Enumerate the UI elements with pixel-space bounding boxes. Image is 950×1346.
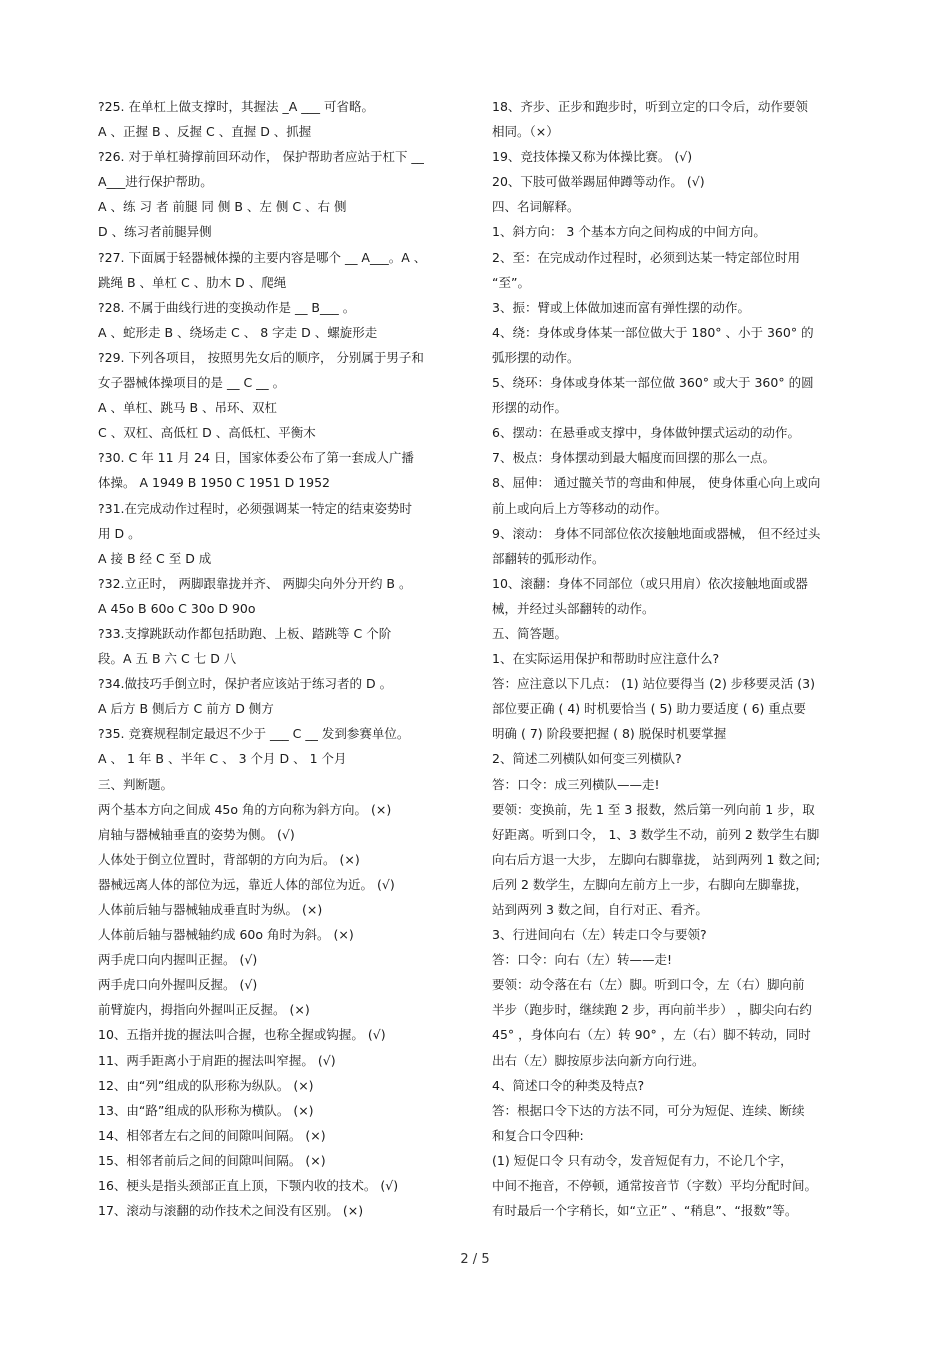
text-line: 5、绕环：身体或身体某一部位做 360° 或大于 360° 的圆 bbox=[492, 375, 814, 391]
text-line: 器械远离人体的部位为远，靠近人体的部位为近。 (√) bbox=[98, 876, 395, 892]
text-line: 明确 ( 7) 阶段要把握 ( 8) 脱保时机要掌握 bbox=[492, 726, 727, 742]
text-line: A 45o B 60o C 30o D 90o bbox=[98, 600, 256, 616]
text-line: 11、两手距离小于肩距的握法叫窄握。 (√) bbox=[98, 1052, 336, 1068]
text-line: 三、判断题。 bbox=[98, 776, 174, 792]
text-line: 10、滚翻：身体不同部位（或只用肩）依次接触地面或器 bbox=[492, 575, 808, 591]
text-line: 五、简答题。 bbox=[492, 625, 568, 641]
text-line: 女子器械体操项目的是 __ C __ 。 bbox=[98, 375, 286, 391]
text-line: 答：根据口令下达的方法不同，可分为短促、连续、断续 bbox=[492, 1102, 805, 1118]
text-line: 形摆的动作。 bbox=[492, 400, 568, 416]
text-line: 两个基本方向之间成 45o 角的方向称为斜方向。 (×) bbox=[98, 801, 392, 817]
right-column bbox=[492, 94, 864, 1223]
text-line: ?30. C 年 11 月 24 日，国家体委公布了第一套成人广播 bbox=[98, 450, 414, 466]
text-line: 前臂旋内，拇指向外握叫正反握。 (×) bbox=[98, 1002, 310, 1018]
text-line: 相同。（×） bbox=[492, 124, 559, 140]
text-line: 好距离。听到口令， 1、3 数学生不动，前列 2 数学生右脚 bbox=[492, 826, 820, 842]
text-line: A 、正握 B 、反握 C 、直握 D 、抓握 bbox=[98, 124, 312, 140]
text-line: ?28. 不属于曲线行进的变换动作是 __ B___ 。 bbox=[98, 299, 356, 315]
text-line: 体操。 A 1949 B 1950 C 1951 D 1952 bbox=[98, 475, 331, 491]
text-line: 19、竞技体操又称为体操比赛。 (√) bbox=[492, 149, 693, 165]
text-line: 1、在实际运用保护和帮助时应注意什么? bbox=[492, 651, 720, 667]
text-line: 18、齐步、正步和跑步时，听到立定的口令后，动作要领 bbox=[492, 99, 808, 114]
text-line: 肩轴与器械轴垂直的姿势为侧。 (√) bbox=[98, 826, 295, 842]
text-line: 17、滚动与滚翻的动作技术之间没有区别。 (×) bbox=[98, 1203, 364, 1219]
text-line: ?29. 下列各项目， 按照男先女后的顺序， 分别属于男子和 bbox=[98, 349, 424, 365]
text-line: 要领：变换前，先 1 至 3 报数，然后第一列向前 1 步，取 bbox=[492, 801, 815, 817]
text-line: 跳绳 B 、单杠 C 、肋木 D 、爬绳 bbox=[98, 274, 287, 290]
text-line: D 、练习者前腿异侧 bbox=[98, 224, 212, 240]
text-line: 13、由“路”组成的队形称为横队。 (×) bbox=[98, 1102, 314, 1118]
page-number: 2 / 5 bbox=[460, 1252, 490, 1267]
text-line: 答：口令：成三列横队——走! bbox=[492, 776, 660, 792]
text-line: 答：应注意以下几点： (1) 站位要得当 (2) 步移要灵活 (3) bbox=[492, 676, 815, 692]
text-line: 部翻转的弧形动作。 bbox=[492, 550, 605, 566]
text-line: 10、五指并拢的握法叫合握，也称全握或钩握。 (√) bbox=[98, 1027, 386, 1043]
text-line: 人体前后轴与器械轴约成 60o 角时为斜。 (×) bbox=[98, 927, 354, 943]
left-column bbox=[98, 94, 470, 1223]
text-line: 有时最后一个字稍长，如“立正” 、“稍息”、“报数”等。 bbox=[492, 1203, 798, 1219]
text-line: 站到两列 3 数之间，自行对正、看齐。 bbox=[492, 902, 708, 917]
text-line: 前上或向后上方等移动的动作。 bbox=[492, 500, 668, 516]
text-line: ?33.支撑跳跃动作都包括助跑、上板、踏跳等 C 个阶 bbox=[98, 625, 392, 641]
text-line: 45° ，身体向右（左）转 90° ，左（右）脚不转动，同时 bbox=[492, 1027, 811, 1043]
text-line: 15、相邻者前后之间的间隙叫间隔。 (×) bbox=[98, 1152, 326, 1168]
text-line: 答：口令：向右（左）转——走! bbox=[492, 952, 673, 968]
text-line: 械，并经过头部翻转的动作。 bbox=[492, 600, 655, 616]
text-line: C 、双杠、高低杠 D 、高低杠、平衡木 bbox=[98, 425, 316, 441]
text-line: “至”。 bbox=[492, 274, 530, 290]
text-line: 出右（左）脚按原步法向新方向行进。 bbox=[492, 1052, 705, 1068]
text-line: 人体前后轴与器械轴成垂直时为纵。 (×) bbox=[98, 902, 323, 917]
text-line: 9、滚动： 身体不同部位依次接触地面或器械， 但不经过头 bbox=[492, 525, 821, 541]
text-line: ?34.做技巧手倒立时，保护者应该站于练习者的 D 。 bbox=[98, 676, 393, 692]
text-line: 12、由“列”组成的队形称为纵队。 (×) bbox=[98, 1077, 314, 1093]
text-line: 2、简述二列横队如何变三列横队? bbox=[492, 751, 682, 767]
text-line: 14、相邻者左右之间的间隙叫间隔。 (×) bbox=[98, 1127, 326, 1143]
text-line: ?25. 在单杠上做支撑时，其握法 _A ___ 可省略。 bbox=[98, 99, 374, 114]
text-line: 四、名词解释。 bbox=[492, 199, 580, 215]
text-line: 部位要正确 ( 4) 时机要恰当 ( 5) 助力要适度 ( 6) 重点要 bbox=[492, 701, 806, 717]
text-line: A 、蛇形走 B 、绕场走 C 、 8 字走 D 、螺旋形走 bbox=[98, 324, 378, 340]
text-line: A 、单杠、跳马 B 、吊环、双杠 bbox=[98, 400, 278, 416]
text-line: 段。A 五 B 六 C 七 D 八 bbox=[98, 651, 237, 667]
text-line: 两手虎口向内握叫正握。 (√) bbox=[98, 952, 258, 968]
text-line: 8、屈伸： 通过髋关节的弯曲和伸展， 使身体重心向上或向 bbox=[492, 475, 821, 491]
text-line: 7、极点：身体摆动到最大幅度而回摆的那么一点。 bbox=[492, 450, 775, 466]
text-line: ?35. 竞赛规程制定最迟不少于 ___ C __ 发到参赛单位。 bbox=[98, 726, 410, 742]
text-line: A 、练 习 者 前腿 同 侧 B 、左 侧 C 、右 侧 bbox=[98, 199, 347, 215]
text-line: 和复合口令四种: bbox=[492, 1127, 584, 1143]
text-line: 4、绕：身体或身体某一部位做大于 180° 、小于 360° 的 bbox=[492, 324, 814, 340]
text-line: 中间不拖音，不停顿，通常按音节（字数）平均分配时间。 bbox=[492, 1178, 818, 1194]
text-line: 向右后方退一大步， 左脚向右脚靠拢， 站到两列 1 数之间; bbox=[492, 851, 821, 867]
text-line: 3、行进间向右（左）转走口令与要领? bbox=[492, 927, 707, 943]
text-line: 4、简述口令的种类及特点? bbox=[492, 1077, 645, 1093]
text-line: A 、 1 年 B 、半年 C 、 3 个月 D 、 1 个月 bbox=[98, 751, 347, 767]
text-line: 1、斜方向： 3 个基本方向之间构成的中间方向。 bbox=[492, 224, 766, 240]
text-line: 半步（跑步时，继续跑 2 步，再向前半步） ，脚尖向右约 bbox=[492, 1002, 812, 1018]
text-line: 2、至：在完成动作过程时，必须到达某一特定部位时用 bbox=[492, 249, 800, 265]
text-line: 用 D 。 bbox=[98, 525, 141, 541]
text-line: 人体处于倒立位置时，背部朝的方向为后。 (×) bbox=[98, 851, 360, 867]
text-line: 16、梗头是指头颈部正直上顶，下颚内收的技术。 (√) bbox=[98, 1178, 399, 1194]
text-line: ?27. 下面属于轻器械体操的主要内容是哪个 __ A___。A 、 bbox=[98, 249, 427, 265]
text-line: 两手虎口向外握叫反握。 (√) bbox=[98, 977, 258, 993]
text-line: 要领：动令落在右（左）脚。听到口令，左（右）脚向前 bbox=[492, 977, 805, 993]
text-line: (1) 短促口令 只有动令，发音短促有力，不论几个字， bbox=[492, 1152, 793, 1168]
text-line: 3、振：臂或上体做加速而富有弹性摆的动作。 bbox=[492, 299, 750, 315]
text-line: 20、下肢可做举踢屈伸蹲等动作。 (√) bbox=[492, 174, 705, 190]
text-line: 后列 2 数学生，左脚向左前方上一步，右脚向左脚靠拢， bbox=[492, 876, 808, 892]
text-line: ?31.在完成动作过程时，必须强调某一特定的结束姿势时 bbox=[98, 500, 413, 516]
text-line: A 后方 B 侧后方 C 前方 D 侧方 bbox=[98, 701, 274, 717]
text-line: ?26. 对于单杠骑撑前回环动作， 保护帮助者应站于杠下 __ bbox=[98, 149, 424, 165]
text-line: A___进行保护帮助。 bbox=[98, 174, 213, 190]
text-line: 弧形摆的动作。 bbox=[492, 349, 580, 365]
text-line: 6、摆动：在悬垂或支撑中，身体做钟摆式运动的动作。 bbox=[492, 425, 800, 441]
text-line: ?32.立正时， 两脚跟靠拢并齐、 两脚尖向外分开约 B 。 bbox=[98, 575, 412, 591]
text-line: A 接 B 经 C 至 D 成 bbox=[98, 550, 212, 566]
